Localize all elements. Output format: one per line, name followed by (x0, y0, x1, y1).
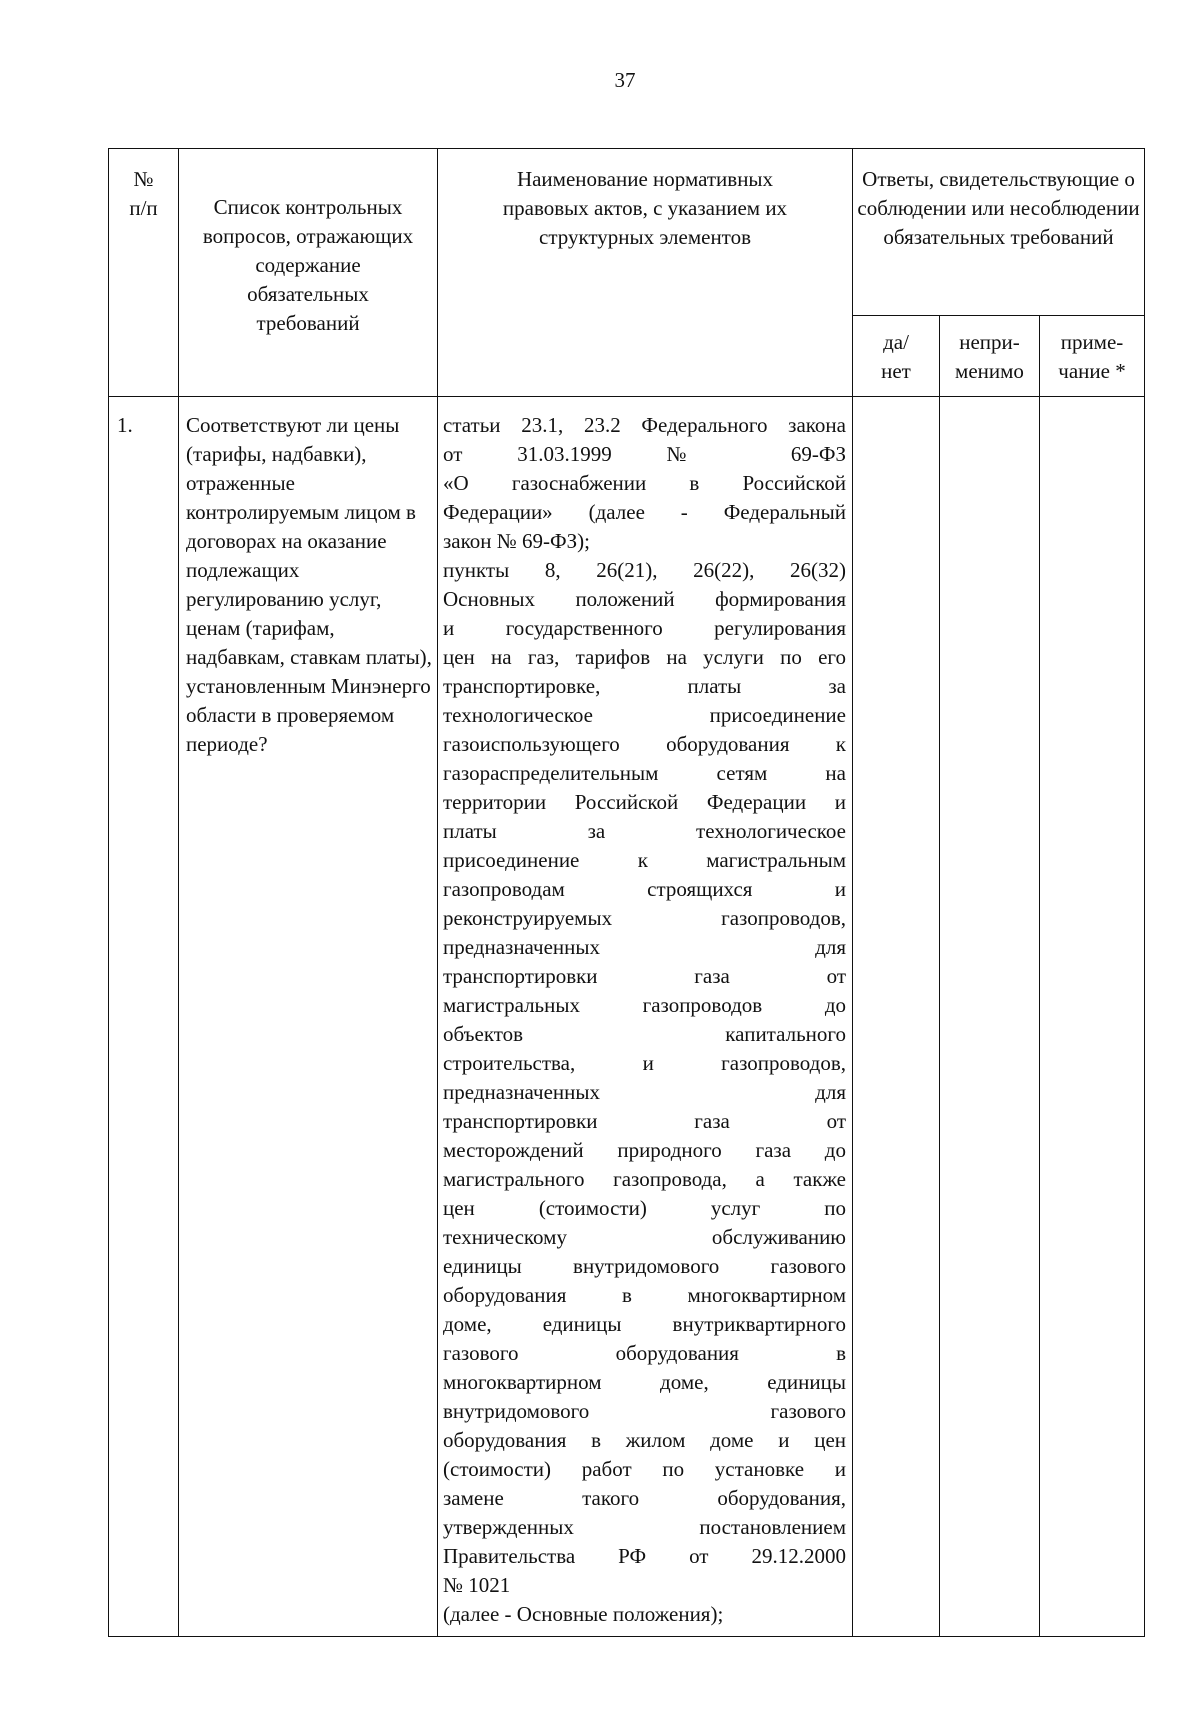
acts-line: транспортировке, платы за (443, 674, 846, 698)
acts-line: Федерации» (далее - Федеральный (443, 500, 846, 524)
acts-line: территории Российской Федерации и (443, 790, 846, 814)
acts-line: транспортировки газа от (443, 1109, 846, 1133)
acts-line: единицы внутридомового газового (443, 1254, 846, 1278)
acts-line: пункты 8, 26(21), 26(22), 26(32) (443, 558, 846, 582)
acts-line: статьи 23.1, 23.2 Федерального закона (443, 413, 846, 437)
acts-line: цен на газ, тарифов на услуги по его (443, 645, 846, 669)
acts-line: магистрального газопровода, а также (443, 1167, 846, 1191)
acts-line: цен (стоимости) услуг по (443, 1196, 846, 1220)
header-acts-label: Наименование нормативных правовых актов, с указанием их структурных элементов (502, 167, 788, 249)
checklist-table (108, 148, 1145, 1637)
acts-line: предназначенных для (443, 1080, 846, 1104)
header-note (1040, 316, 1145, 397)
row-acts (438, 397, 853, 1637)
header-acts (438, 149, 853, 397)
header-questions-label: Список контрольных вопросов, отражающих содержание обязательных требований (202, 195, 414, 335)
acts-line: присоединение к магистральным (443, 848, 846, 872)
acts-line: техническому обслуживанию (443, 1225, 846, 1249)
acts-line: оборудования в многоквартирном (443, 1283, 846, 1307)
header-yes-no-label: да/ нет (881, 330, 911, 383)
acts-line: объектов капитального (443, 1022, 846, 1046)
acts-line: Основных положений формирования (443, 587, 846, 611)
header-num (109, 149, 179, 397)
acts-line: от 31.03.1999 № 69-ФЗ (443, 442, 846, 466)
acts-line: транспортировки газа от (443, 964, 846, 988)
acts-line: газораспределительным сетям на (443, 761, 846, 785)
acts-line: замене такого оборудования, (443, 1486, 846, 1510)
acts-line: и государственного регулирования (443, 616, 846, 640)
table-row (109, 397, 1145, 1637)
acts-line: (стоимости) работ по установке и (443, 1457, 846, 1481)
header-num-label: № п/п (129, 167, 158, 220)
header-not-applicable (940, 316, 1040, 397)
header-questions (179, 149, 438, 397)
acts-line: газоиспользующего оборудования к (443, 732, 846, 756)
header-row (109, 149, 1145, 316)
acts-line: закон № 69-ФЗ); (443, 529, 590, 553)
acts-line: (далее - Основные положения); (443, 1602, 724, 1626)
acts-line: технологическое присоединение (443, 703, 846, 727)
acts-line: утвержденных постановлением (443, 1515, 846, 1539)
acts-line: строительства, и газопроводов, (443, 1051, 846, 1075)
acts-line: «О газоснабжении в Российской (443, 471, 846, 495)
row-not-applicable (940, 397, 1040, 1637)
acts-line: внутридомового газового (443, 1399, 846, 1423)
acts-line: газопроводам строящихся и (443, 877, 846, 901)
acts-line: доме, единицы внутриквартирного (443, 1312, 846, 1336)
row-note (1040, 397, 1145, 1637)
header-not-applicable-label: непри- менимо (955, 330, 1024, 383)
row-question: Соответствуют ли цены (тарифы, надбавки), отраженные контролируемым лицом в договорах на оказание подлежащих регулированию услуг, ценам (тарифам, надбавкам, ставкам платы), установленным Минэнерго области в проверяемом периоде? (179, 397, 438, 1637)
acts-line: платы за технологическое (443, 819, 846, 843)
acts-line: газового оборудования в (443, 1341, 846, 1365)
acts-line: реконструируемых газопроводов, (443, 906, 846, 930)
acts-line: № 1021 (443, 1573, 511, 1597)
row-num: 1. (109, 397, 179, 1637)
header-answers-label: Ответы, свидетельствующие о соблюдении или несоблюдении обязательных требований (857, 167, 1140, 249)
page-number: 37 (614, 68, 636, 92)
acts-line: предназначенных для (443, 935, 846, 959)
acts-line: магистральных газопроводов до (443, 993, 846, 1017)
header-note-label: приме- чание * (1058, 330, 1126, 383)
acts-line: месторождений природного газа до (443, 1138, 846, 1162)
acts-line: оборудования в жилом доме и цен (443, 1428, 846, 1452)
header-yes-no (853, 316, 940, 397)
acts-line: многоквартирном доме, единицы (443, 1370, 846, 1394)
row-yes-no (853, 397, 940, 1637)
header-answers (853, 149, 1145, 316)
acts-line: Правительства РФ от 29.12.2000 (443, 1544, 846, 1568)
